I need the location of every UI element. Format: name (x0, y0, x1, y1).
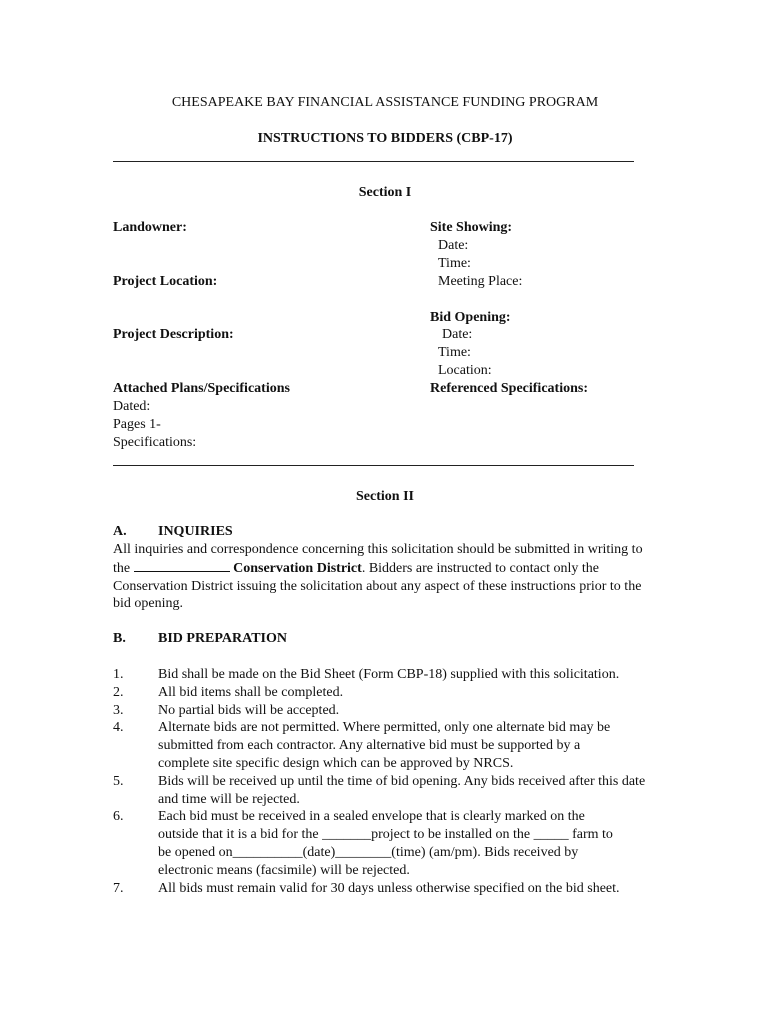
divider-top (113, 161, 634, 162)
bid-opening-time-label: Time: (438, 345, 471, 360)
list-item (113, 702, 673, 720)
attached-plans-label: Attached Plans/Specifications (113, 381, 290, 396)
conservation-district-text: Conservation District (233, 560, 362, 576)
bid-preparation-heading: BID PREPARATION (158, 631, 287, 646)
list-item-text: No partial bids will be accepted. (158, 702, 340, 718)
program-title: CHESAPEAKE BAY FINANCIAL ASSISTANCE FUNDING PROGRAM (171, 95, 599, 110)
inquiries-text-1: All inquiries and correspondence concerning this solicitation should be submitted in writing to the (113, 542, 643, 576)
list-item (113, 684, 673, 702)
list-item-text: Each bid must be received in a sealed envelope that is clearly marked on the outside that it is a bid for the _______project to be installed on the _____ farm to be opened on__________(date)________(time) (am/pm). Bids received by electronic means (facsimile) will be rejected. (158, 809, 613, 878)
pages-label: Pages 1- (113, 417, 161, 432)
divider-section-1 (113, 465, 634, 466)
list-item-text: All bid items shall be completed. (158, 684, 344, 700)
section-2-heading: Section II (356, 489, 414, 504)
list-item (113, 880, 673, 898)
list-item-number: 7. (113, 880, 124, 896)
list-item-text: Bids will be received up until the time of bid opening. Any bids received after this date and time will be rejected. (158, 773, 646, 807)
specifications-label: Specifications: (113, 435, 197, 450)
list-item-number: 1. (113, 667, 124, 682)
list-item-number: 5. (113, 773, 124, 789)
list-item (113, 666, 673, 684)
list-item-number: 4. (113, 720, 124, 736)
list-item-number: 6. (113, 809, 124, 825)
inquiries-letter: A. (113, 524, 127, 539)
project-description-label: Project Description: (113, 327, 234, 342)
bid-opening-label: Bid Opening: (430, 310, 511, 325)
district-name-blank (134, 559, 230, 572)
inquiries-text-2: . Bidders are instructed to contact only the Conservation District issuing the solicitation about any aspect of these instructions prior to the bid opening. (113, 560, 642, 612)
bid-preparation-list (113, 666, 673, 897)
inquiries-paragraph (113, 541, 643, 613)
dated-label: Dated: (113, 399, 151, 414)
list-item-text: Bid shall be made on the Bid Sheet (Form CBP-18) supplied with this solicitation. (158, 667, 620, 682)
document-title: INSTRUCTIONS TO BIDDERS (CBP-17) (257, 131, 513, 146)
list-item-number: 3. (113, 702, 124, 718)
bid-opening-location-label: Location: (438, 363, 492, 378)
referenced-specifications-label: Referenced Specifications: (430, 381, 588, 396)
list-item (113, 808, 628, 879)
bid-opening-date-label: Date: (442, 327, 473, 342)
landowner-label: Landowner: (113, 220, 187, 235)
list-item (113, 773, 658, 809)
bid-preparation-letter: B. (113, 631, 126, 646)
list-item-number: 2. (113, 684, 124, 700)
site-showing-time-label: Time: (438, 256, 471, 271)
site-showing-label: Site Showing: (430, 220, 513, 235)
inquiries-heading: INQUIRIES (158, 524, 233, 539)
meeting-place-label: Meeting Place: (438, 274, 523, 289)
list-item (113, 719, 620, 772)
project-location-label: Project Location: (113, 274, 218, 289)
section-1-heading: Section I (358, 185, 412, 200)
site-showing-date-label: Date: (438, 238, 469, 253)
list-item-text: Alternate bids are not permitted. Where permitted, only one alternate bid may be submitted from each contractor. Any alternative bid must be supported by a complete site specific design which can be approved by NRCS. (158, 720, 611, 771)
list-item-text: All bids must remain valid for 30 days unless otherwise specified on the bid sheet. (158, 880, 620, 896)
